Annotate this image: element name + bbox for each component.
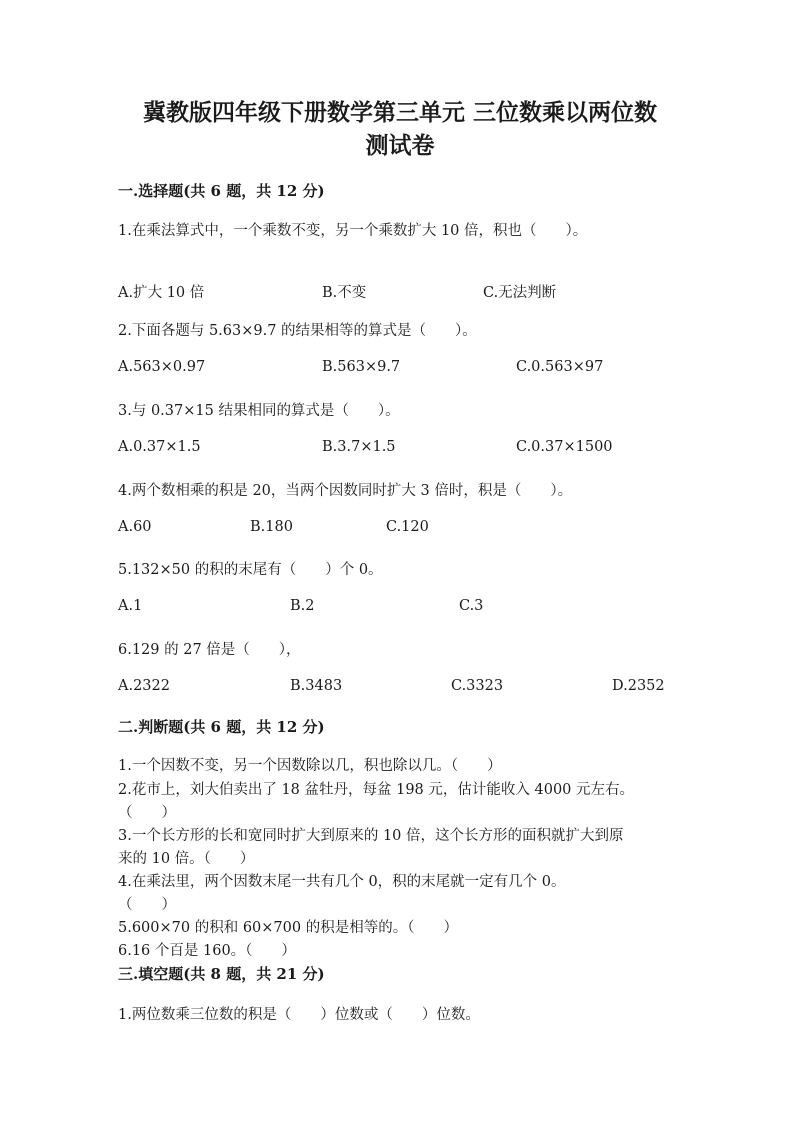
question-1-2-option-a: A.563×0.97 xyxy=(118,359,206,375)
question-1-6-option-a: A.2322 xyxy=(118,678,170,694)
question-1-5-option-c: C.3 xyxy=(459,598,484,614)
page-title-line1: 冀教版四年级下册数学第三单元 三位数乘以两位数 xyxy=(142,99,657,126)
judgement-line-1: 1.一个因数不变，另一个因数除以几，积也除以几。（ ） xyxy=(118,758,502,774)
section2-heading: 二.判断题(共 6 题，共 12 分) xyxy=(118,718,325,736)
section3-heading: 三.填空题(共 8 题，共 21 分) xyxy=(118,965,325,983)
question-1-6-option-b: B.3483 xyxy=(290,678,343,694)
question-1-5-option-a: A.1 xyxy=(118,598,143,614)
fill-question-1: 1.两位数乘三位数的积是（ ）位数或（ ）位数。 xyxy=(118,1007,480,1023)
judgement-line-7: （ ） xyxy=(118,897,176,913)
question-1-1-option-b: B.不变 xyxy=(322,285,367,301)
question-1-1-option-a: A.扩大 10 倍 xyxy=(118,285,205,301)
question-1-3-option-c: C.0.37×1500 xyxy=(516,439,613,455)
question-1-6-option-d: D.2352 xyxy=(612,678,665,694)
question-1-3: 3.与 0.37×15 结果相同的算式是（ ）。 xyxy=(118,403,400,419)
question-1-3-option-a: A.0.37×1.5 xyxy=(118,439,201,455)
judgement-line-8: 5.600×70 的积和 60×700 的积是相等的。（ ） xyxy=(118,920,458,936)
judgement-line-5: 来的 10 倍。（ ） xyxy=(118,851,255,867)
question-1-2: 2.下面各题与 5.63×9.7 的结果相等的算式是（ ）。 xyxy=(118,323,477,339)
judgement-line-9: 6.16 个百是 160。（ ） xyxy=(118,943,296,959)
question-1-2-option-c: C.0.563×97 xyxy=(516,359,604,375)
judgement-line-3: （ ） xyxy=(118,805,176,821)
question-1-5: 5.132×50 的积的末尾有（ ）个 0。 xyxy=(118,562,383,578)
question-1-4-option-c: C.120 xyxy=(386,519,429,535)
question-1-5-option-b: B.2 xyxy=(290,598,315,614)
question-1-3-option-b: B.3.7×1.5 xyxy=(322,439,396,455)
judgement-line-4: 3.一个长方形的长和宽同时扩大到原来的 10 倍，这个长方形的面积就扩大到原 xyxy=(118,828,624,844)
question-1-1-option-c: C.无法判断 xyxy=(483,285,557,301)
question-1-4-option-b: B.180 xyxy=(250,519,293,535)
question-1-4-option-a: A.60 xyxy=(118,519,152,535)
question-1-2-option-b: B.563×9.7 xyxy=(322,359,401,375)
question-1-6-option-c: C.3323 xyxy=(451,678,504,694)
judgement-line-6: 4.在乘法里，两个因数末尾一共有几个 0，积的末尾就一定有几个 0。 xyxy=(118,874,566,890)
section1-heading: 一.选择题(共 6 题，共 12 分) xyxy=(118,182,325,200)
judgement-line-2: 2.花市上，刘大伯卖出了 18 盆牡丹，每盆 198 元，估计能收入 4000 元左右。 xyxy=(118,782,635,798)
page-title-line2: 测试卷 xyxy=(365,132,435,159)
question-1-6: 6.129 的 27 倍是（ ）， xyxy=(118,642,301,658)
question-1-4: 4.两个数相乘的积是 20，当两个因数同时扩大 3 倍时，积是（ ）。 xyxy=(118,483,573,499)
question-1-1: 1.在乘法算式中，一个乘数不变，另一个乘数扩大 10 倍，积也（ ）。 xyxy=(118,223,588,239)
